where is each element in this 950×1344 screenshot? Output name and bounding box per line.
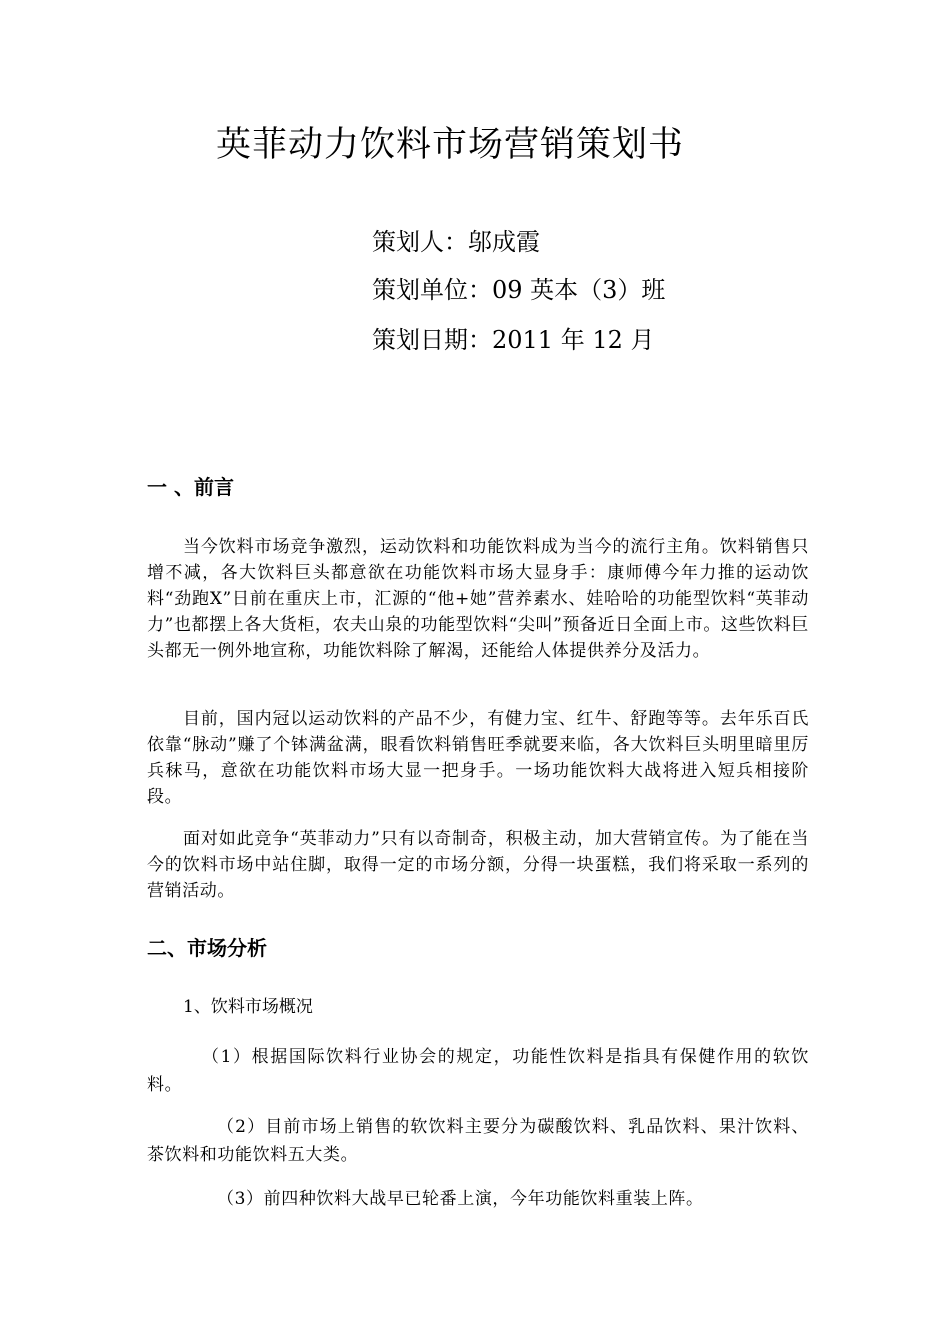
document-title: 英菲动力饮料市场营销策划书 xyxy=(216,125,685,165)
planning-date-line: 策划日期：2011 年 12 月 xyxy=(372,326,655,354)
preface-paragraph: 当今饮料市场竞争激烈，运动饮料和功能饮料成为当今的流行主角。饮料销售只增不减，各大饮料巨头都意欲在功能饮料市场大显身手：康师傅今年力推的运动饮料“劲跑X”日前在重庆上市，汇源的“他+她”营养素水、娃哈哈的功能型饮料“英菲动力”也都摆上各大货柜，农夫山泉的功能型饮料“尖叫”预备近日全面上市。这些饮料巨头都无一例外地宣称，功能饮料除了解渴，还能给人体提供养分及活力。 xyxy=(147,537,809,661)
planning-unit-line: 策划单位：09 英本（3）班 xyxy=(372,276,666,304)
list-item: （2）目前市场上销售的软饮料主要分为碳酸饮料、乳品饮料、果汁饮料、茶饮料和功能饮料五大类。 xyxy=(147,1117,809,1165)
list-item: （3）前四种饮料大战早已轮番上演，今年功能饮料重装上阵。 xyxy=(217,1189,704,1209)
section-heading-market-analysis: 二、市场分析 xyxy=(147,936,267,960)
preface-paragraph: 目前，国内冠以运动饮料的产品不少，有健力宝、红牛、舒跑等等。去年乐百氏依靠“脉动”赚了个钵满盆满，眼看饮料销售旺季就要来临，各大饮料巨头明里暗里厉兵秣马，意欲在功能饮料市场大显一把身手。一场功能饮料大战将进入短兵相接阶段。 xyxy=(147,709,809,807)
planner-line: 策划人：邬成霞 xyxy=(372,228,540,256)
list-item: （1）根据国际饮料行业协会的规定，功能性饮料是指具有保健作用的软饮料。 xyxy=(147,1047,809,1095)
subheading-market-overview: 1、饮料市场概况 xyxy=(183,997,313,1017)
preface-paragraph: 面对如此竞争“英菲动力”只有以奇制奇，积极主动，加大营销宣传。为了能在当今的饮料市场中站住脚，取得一定的市场分额，分得一块蛋糕，我们将采取一系列的营销活动。 xyxy=(147,829,809,901)
section-heading-preface: 一 、前言 xyxy=(147,475,234,499)
